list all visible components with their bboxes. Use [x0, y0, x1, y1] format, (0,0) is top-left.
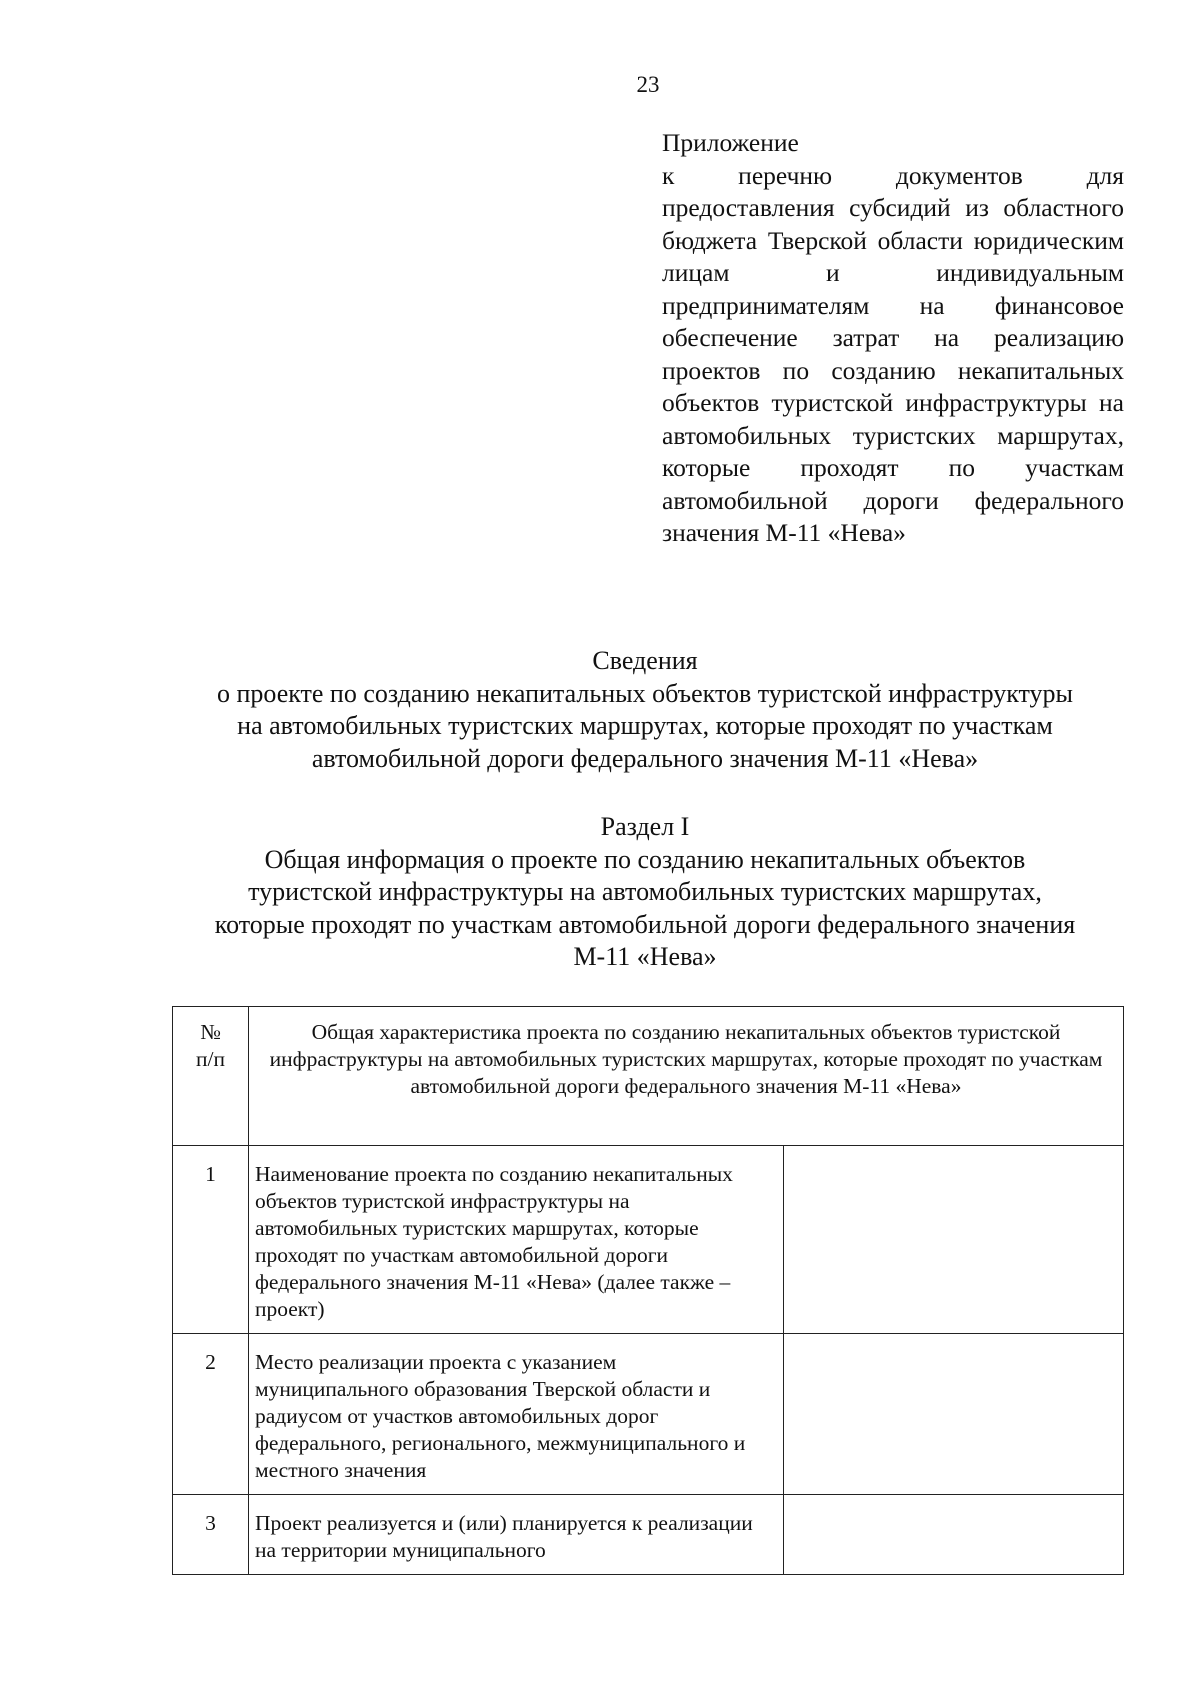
- appendix-note: [662, 127, 1124, 550]
- section-title-line: которые проходят по участкам автомобильной дороги федерального значения: [214, 909, 1076, 939]
- page-number: 23: [636, 72, 660, 97]
- row-label: Проект реализуется и (или) планируется к реализации на территории муниципального: [249, 1495, 784, 1575]
- column-header-description: Общая характеристика проекта по созданию некапитальных объектов туристской инфраструктуры на автомобильных туристских маршрутах, которые проходят по участкам автомобильной дороги федерального значения М-11 «Нева»: [249, 1007, 1124, 1146]
- appendix-title: Приложение: [662, 128, 799, 157]
- row-value-cell[interactable]: [784, 1146, 1124, 1334]
- project-info-table: [172, 1006, 1124, 1575]
- section-title-line: М-11 «Нева»: [573, 942, 717, 972]
- document-title: [160, 645, 1130, 775]
- section-title-line: Общая информация о проекте по созданию некапитальных объектов: [264, 844, 1026, 874]
- row-number: 1: [173, 1146, 249, 1334]
- row-number: 3: [173, 1495, 249, 1575]
- row-label: Место реализации проекта с указанием муниципального образования Тверской области и радиусом от участков автомобильных дорог федерального, регионального, межмуниципального и местного значения: [249, 1334, 784, 1495]
- document-title-heading: Сведения: [592, 646, 698, 675]
- table-row: [173, 1334, 1124, 1495]
- column-header-number-sign: №: [200, 1020, 221, 1044]
- row-value-cell[interactable]: [784, 1495, 1124, 1575]
- document-title-line: на автомобильных туристских маршрутах, которые проходят по участкам: [237, 711, 1053, 741]
- row-label: Наименование проекта по созданию некапитальных объектов туристской инфраструктуры на автомобильных туристских маршрутах, которые проходят по участкам автомобильной дороги федерального значения М-11 «Нева» (далее также – проект): [249, 1146, 784, 1334]
- section-heading: [160, 811, 1130, 974]
- document-title-line: автомобильной дороги федерального значения М-11 «Нева»: [311, 743, 979, 773]
- section-title-line: туристской инфраструктуры на автомобильных туристских маршрутах,: [248, 877, 1042, 907]
- column-header-number-label: п/п: [196, 1047, 225, 1071]
- appendix-body: к перечню документов для предоставления субсидий из областного бюджета Тверской области юридическим лицам и индивидуальным предпринимателям на финансовое обеспечение затрат на реализацию проектов по созданию некапитальных объектов туристской инфраструктуры на автомобильных туристских маршрутах, которые проходят по участкам автомобильной дороги федерального значения М-11 «Нева»: [662, 160, 1124, 547]
- row-value-cell[interactable]: [784, 1334, 1124, 1495]
- table-header-row: [173, 1007, 1124, 1146]
- table-row: [173, 1495, 1124, 1575]
- table-row: [173, 1146, 1124, 1334]
- section-number: Раздел I: [600, 812, 690, 841]
- column-header-number: [173, 1007, 249, 1146]
- document-title-line: о проекте по созданию некапитальных объектов туристской инфраструктуры: [216, 678, 1074, 708]
- row-number: 2: [173, 1334, 249, 1495]
